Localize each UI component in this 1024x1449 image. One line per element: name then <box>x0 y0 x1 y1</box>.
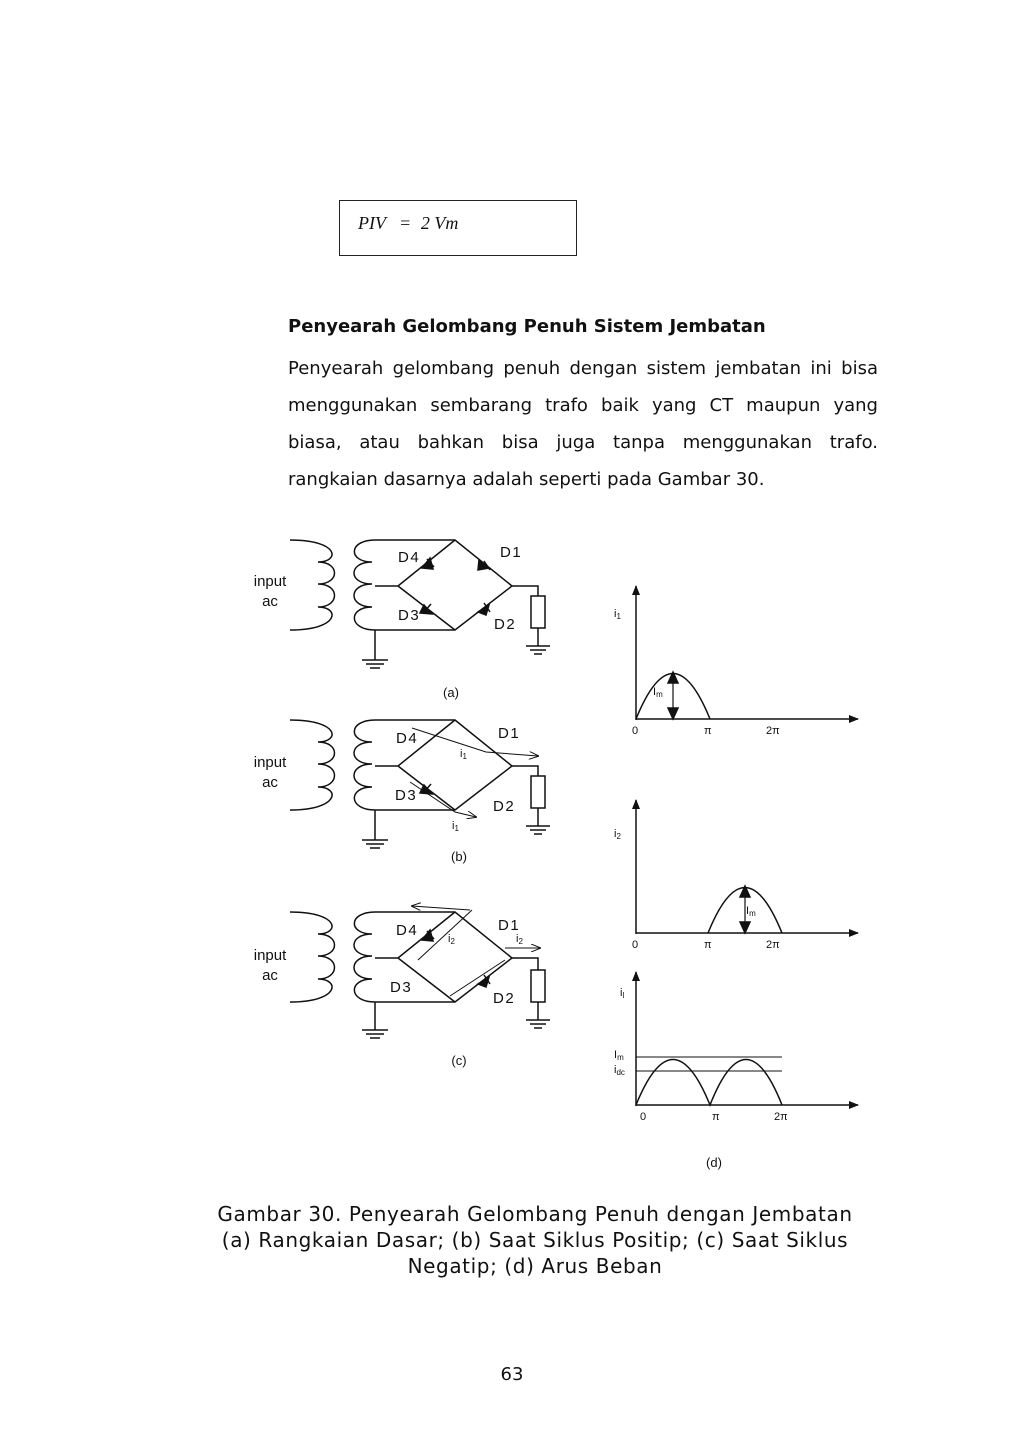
input-label: ac <box>262 593 278 610</box>
origin-label: 0 <box>632 725 639 737</box>
pi-label: π <box>704 939 712 951</box>
input-label: input <box>253 573 287 590</box>
d3-label: D3 <box>398 607 421 624</box>
load-resistor <box>531 596 545 628</box>
d1-label: D1 <box>500 544 523 561</box>
caption-line: (a) Rangkaian Dasar; (b) Saat Siklus Positip; (c) Saat Siklus <box>221 1228 849 1252</box>
label-d: (d) <box>706 1155 722 1170</box>
label-a: (a) <box>443 685 459 700</box>
input-label: ac <box>262 967 278 984</box>
caption-line: Negatip; (d) Arus Beban <box>407 1254 663 1278</box>
two-pi-label: 2π <box>774 1111 788 1123</box>
i1-label: i1 <box>452 820 459 833</box>
bridge-wires <box>375 540 512 630</box>
ground-icon <box>362 660 388 668</box>
diode-icon <box>478 605 489 615</box>
primary-coil <box>290 720 335 810</box>
pi-label: π <box>712 1111 720 1123</box>
formula-rhs: 2 Vm <box>420 213 459 233</box>
load-resistor <box>531 970 545 1002</box>
i1-axis-label: i1 <box>614 608 621 621</box>
d2-label: D2 <box>493 798 516 815</box>
i2-label: i2 <box>516 933 523 946</box>
d1-label: D1 <box>498 725 521 742</box>
d4-label: D4 <box>398 549 421 566</box>
formula-eq: = <box>400 213 411 233</box>
d1-label: D1 <box>498 917 521 934</box>
piv-formula <box>358 213 458 234</box>
paragraph-line: menggunakan sembarang trafo baik yang CT maupun yang <box>288 395 878 416</box>
current-arrow <box>412 906 470 910</box>
paragraph-line: Penyearah gelombang penuh dengan sistem jembatan ini bisa <box>288 358 878 379</box>
secondary-coil <box>354 720 375 810</box>
load-resistor <box>531 776 545 808</box>
primary-coil <box>290 540 335 630</box>
figure-caption <box>190 1201 880 1279</box>
caption-line: Gambar 30. Penyearah Gelombang Penuh dengan Jembatan <box>217 1202 853 1226</box>
idc-label: idc <box>614 1064 625 1077</box>
il-axis-label: il <box>620 987 625 1000</box>
label-b: (b) <box>451 849 467 864</box>
origin-label: 0 <box>640 1111 647 1123</box>
ground-icon <box>362 840 388 848</box>
origin-label: 0 <box>632 939 639 951</box>
graph-i1 <box>636 586 858 720</box>
ground-icon <box>526 808 550 834</box>
im-label: Im <box>614 1049 624 1062</box>
d3-label: D3 <box>395 787 418 804</box>
secondary-coil <box>354 540 375 630</box>
d2-label: D2 <box>494 616 517 633</box>
formula-lhs: PIV <box>358 213 386 233</box>
i1-label: i1 <box>460 748 467 761</box>
label-c: (c) <box>451 1053 467 1068</box>
paragraph-line: biasa, atau bahkan bisa juga tanpa menggunakan trafo. <box>288 432 878 453</box>
diode-icon <box>478 977 489 987</box>
ground-icon <box>362 1030 388 1038</box>
d3-label: D3 <box>390 979 413 996</box>
full-wave-curve <box>636 1060 782 1106</box>
graph-il <box>636 972 858 1106</box>
formula-box <box>339 200 577 256</box>
load-wire <box>512 766 538 776</box>
paragraph-line: rangkaian dasarnya adalah seperti pada Gambar 30. <box>288 469 765 490</box>
input-label: input <box>253 754 287 771</box>
section-heading: Penyearah Gelombang Penuh Sistem Jembatan <box>288 316 766 337</box>
im-label: Im <box>653 686 663 699</box>
input-label: ac <box>262 774 278 791</box>
primary-coil <box>290 912 335 1002</box>
d4-label: D4 <box>396 730 419 747</box>
load-wire <box>512 958 538 970</box>
d2-label: D2 <box>493 990 516 1007</box>
bridge-rectifier-figure <box>0 520 1024 1180</box>
secondary-coil <box>354 912 375 1002</box>
current-arrow <box>410 782 476 817</box>
section-paragraph <box>288 350 878 498</box>
ground-icon <box>526 1002 550 1028</box>
load-wire <box>512 586 538 596</box>
input-label: input <box>253 947 287 964</box>
im-label: Im <box>746 905 756 918</box>
ground-icon <box>526 628 550 654</box>
d4-label: D4 <box>396 922 419 939</box>
two-pi-label: 2π <box>766 725 780 737</box>
page-number: 63 <box>500 1364 524 1385</box>
two-pi-label: 2π <box>766 939 780 951</box>
i2-axis-label: i2 <box>614 828 621 841</box>
i2-label: i2 <box>448 933 455 946</box>
pi-label: π <box>704 725 712 737</box>
